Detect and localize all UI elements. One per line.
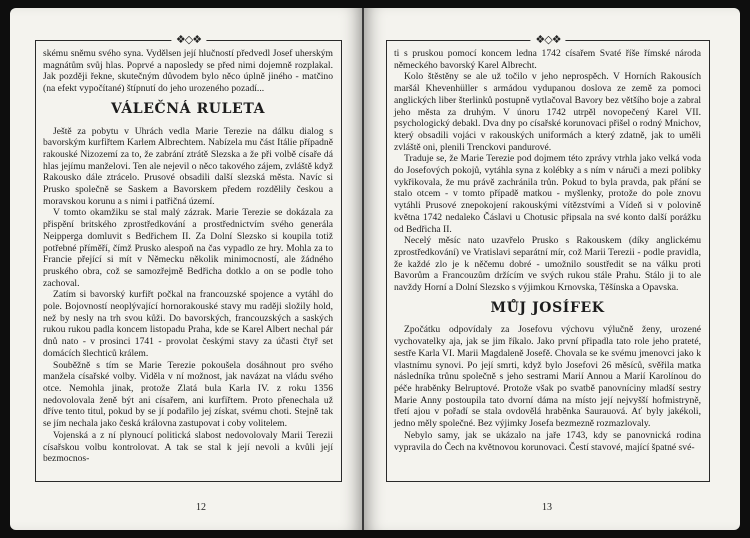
paragraph: Kolo štěstěny se ale už točilo v jeho neprospěch. V Horních Rakousích maršál Khevenhüller s armádou vydupanou doslova ze země za pomoci anglických liber šterlinků postupně vytlačoval Bavory bez většího boje a zabral jeho města za druhým. V únoru 1742 utrpěl novopečený Karel VII. psychologický debakl. Dva dny po císařské korunovaci přišel o rodný Mnichov, který obsadili vojáci v rakouských uniformách a který zdatně, jak to uměli zvláště oni, plenili Trenckovi pandurové. [394,71,701,153]
paragraph: Souběžně s tím se Marie Terezie pokoušela dosáhnout pro svého manžela císařské volby. Viděla v ní možnost, jak navázat na vládu svého otce. Nemohla jinak, protože Zlatá bula Karla IV. z roku 1356 nedovolovala ženě být ani císařem, ani kurfiřtem. Proto přenechala už dříve tento titul, pokud by se jí podařilo jej získat, svému choti. Stejně tak se jím nechala jako česká královna zastupovat i coby volitelem. [43,359,333,430]
right-text-column [394,48,701,453]
left-page [10,8,362,530]
paragraph: ti s pruskou pomocí koncem ledna 1742 císařem Svaté říše římské národa německého bavorský Karel Albrecht. [394,48,701,71]
paragraph: Necelý měsíc nato uzavřelo Prusko s Rakouskem (díky anglickému zprostředkování) ve Vratislavi separátní mír, což Marii Terezii - podle pravidla, že každé zlo je k něčemu dobré - umožnilo soustředit se na válku proti Bavorům a Francouzům držícím ve svých rukou stále Prahu. Stálo ji to ale navždy Horní a Dolní Slezsko s výjimkou Krnovska, Těšínska a Opavska. [394,235,701,294]
paragraph: Zatím si bavorský kurfiřt počkal na francouzské spojence a vytáhl do pole. Bojovností neoplývající hornorakouské stavy mu raději složily hold, než by nesly na trh svou kůži. Do bavorských, francouzských a saských rukou rukou padla koncem listopadu Praha, kde se Karel Albert nechal pár dnů nato - v prosinci 1741 - provolat českými stavy za účasti čtyř set domácích šlechticů králem. [43,289,333,359]
left-text-column [43,48,333,465]
chapter-heading: VÁLEČNÁ RULETA [110,100,266,117]
paragraph: Vojenská a z ní plynoucí politická slabost nedovolovaly Marii Terezii císařskou volbu kontrolovat. A tak se stal k její nevoli a kvůli její bezmocnos- [43,429,333,465]
paragraph: Nebylo samy, jak se ukázalo na jaře 1743, kdy se panovnická rodina vypravila do Čech na květnovou korunovaci. Čestí stavové, mající špatné své- [394,429,701,453]
paragraph: Ještě za pobytu v Uhrách vedla Marie Terezie na dálku dialog s bavorským kurfiřtem Karlem Albrechtem. Nabízela mu část Itálie případně rakouské Nizozemí za to, že zabrání ztrátě Slezska a že při volbě císaře dá hlas jejímu manželovi. Ten ale nejevil o něco takového zájem, zvláště když Rakousko dále ztrácelo. Prusové obsadili další slezská města. Navíc si Prusko společně se Saskem a Bavorskem předem rozdělily českou a moravskou korunu a s nimi i patřičná území. [43,125,333,207]
top-ornament: ❖◇❖ [530,33,565,47]
page-number: 12 [196,502,206,513]
paragraph: Zpočátku odpovídaly za Josefovu výchovu výlučně ženy, urozené vychovatelky aja, jak se jim říkalo. Jako první připadla tato role jeho prateté, sestře Karla VI. Marii Magdaleně Josefě. Chovala se ke svému jmenovci jako k vlastnímu synovi. Po její smrti, když bylo Josefovi 26 měsíců, svěřila matka následníka trůnu společně s jeho sestrami Marií Annou a Marií Karolínou do péče hraběnky Belruptové. Protože však po svatbě panovníciny mladší sestry Marie Anny postoupila tato dvorní dáma na místo její nejvyšší hofmistryně, třetí ajou v pořadí se stala ovdovělá hraběnka Saurauová. Ať byly jakékoli, jedno měly společné. Bez výjimky Josefa bezmezně rozmazlovaly. [394,324,701,430]
paragraph: V tomto okamžiku se stal malý zázrak. Marie Terezie se dokázala za přispění britského zprostředkování a prostřednictvím svého generála Neipperga domluvit s Bedřichem II. Za Dolní Slezsko si koupila totiž potřebné příměří, čímž Prusko alespoň na čas vypadlo ze hry. Mohla za to Francie přející si mít v Německu několik minimocností, ale žádného pruského obra, což se samozřejmě Bedřicha dotklo a on se podle toho zachoval. [43,207,333,289]
right-page [364,8,740,530]
top-ornament: ❖◇❖ [171,33,206,47]
paragraph: Traduje se, že Marie Terezie pod dojmem této zprávy vtrhla jako velká voda do Josefových pokojů, vytáhla syna z kolébky a s ním v náruči a mezi polibky vykřikovala, že mu právě zachránila trůn. Pokud to byla pravda, pak přání se stalo otcem - v tomto případě matkou - myšlenky, protože do pole znovu vytáhli Prusové znepokojení rakouskými vítězstvími a Vídeň si v polovině května 1742 nedaleko Čáslavi u Chotusic připsala na své konto další porážku od Bedřicha II. [394,153,701,235]
paragraph: skému sněmu svého syna. Vydělsen její hlučností předvedl Josef uherským magnátům svůj hlas. Poprvé a naposledy se před nimi dojemně rozplakal. Jak později řekne, skutečným důvodem bylo něco úplně jiného - matčino (na efekt vypočítané) štípnutí do jeho urozeného pozadí... [43,48,333,95]
chapter-heading: MŮJ JOSÍFEK [490,299,605,316]
page-number: 13 [542,502,552,513]
